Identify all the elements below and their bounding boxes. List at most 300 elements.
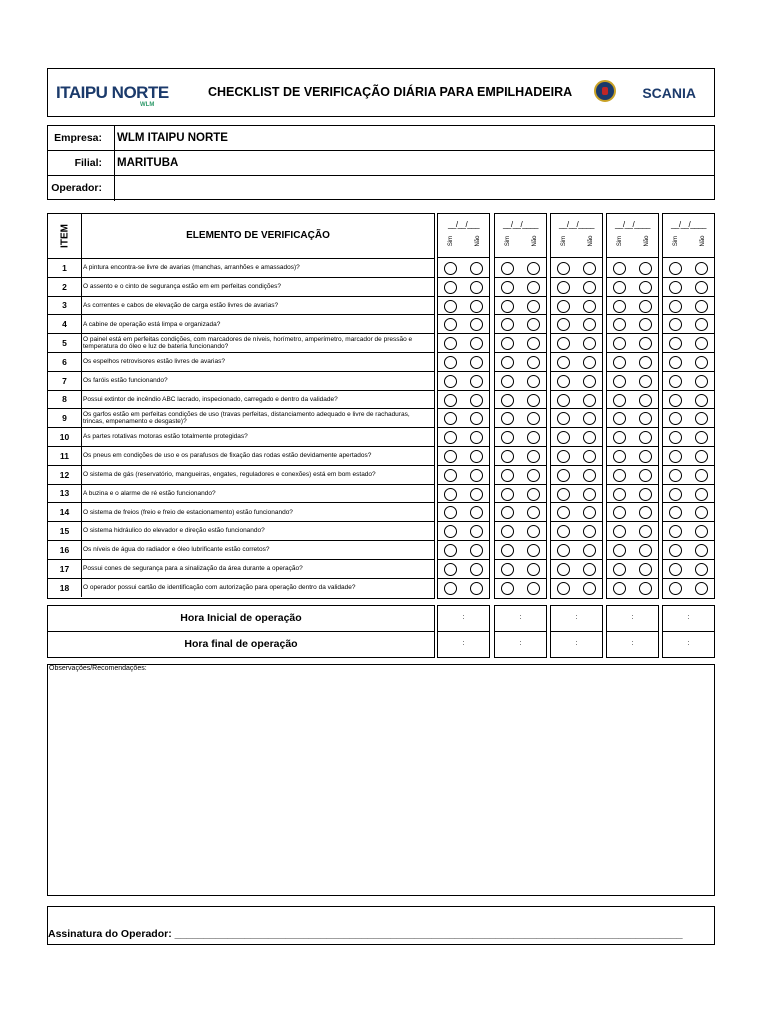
sim-radio[interactable] (444, 356, 457, 369)
nao-radio[interactable] (470, 450, 483, 463)
nao-radio[interactable] (695, 469, 708, 482)
nao-radio[interactable] (470, 506, 483, 519)
day-date[interactable]: __/__/____ (558, 220, 595, 229)
sim-radio[interactable] (444, 300, 457, 313)
start-hour-field[interactable]: : (607, 606, 658, 632)
nao-radio[interactable] (527, 469, 540, 482)
start-hour-field[interactable]: : (438, 606, 489, 632)
nao-radio[interactable] (583, 544, 596, 557)
check-cell (607, 409, 658, 428)
check-cell (663, 372, 714, 391)
sim-radio[interactable] (557, 375, 570, 388)
nao-radio[interactable] (583, 450, 596, 463)
sim-radio[interactable] (669, 469, 682, 482)
check-cell (663, 334, 714, 353)
nao-radio[interactable] (583, 431, 596, 444)
nao-radio[interactable] (470, 469, 483, 482)
sim-radio[interactable] (501, 375, 514, 388)
sim-radio[interactable] (613, 412, 626, 425)
check-cell (551, 522, 602, 541)
nao-radio[interactable] (583, 300, 596, 313)
item-text: O operador possui cartão de identificação com autorização para operação dentro da validade? (83, 584, 356, 592)
nao-radio[interactable] (583, 375, 596, 388)
check-cell (495, 466, 546, 485)
item-number: 13 (48, 485, 82, 503)
nao-radio[interactable] (695, 412, 708, 425)
item-number: 10 (48, 428, 82, 446)
day-date[interactable]: __/__/___ (447, 220, 480, 229)
sim-radio[interactable] (501, 356, 514, 369)
sim-radio[interactable] (557, 506, 570, 519)
nao-radio[interactable] (527, 412, 540, 425)
nao-radio[interactable] (695, 262, 708, 275)
item-text: A buzina e o alarme de ré estão funcionando? (83, 489, 216, 497)
check-cell (551, 315, 602, 334)
sim-radio[interactable] (557, 450, 570, 463)
nao-radio[interactable] (470, 281, 483, 294)
nao-radio[interactable] (527, 582, 540, 595)
hour-column (494, 605, 547, 658)
sim-radio[interactable] (501, 300, 514, 313)
item-number: 16 (48, 541, 82, 559)
sim-label: Sim (673, 235, 679, 247)
nao-radio[interactable] (639, 450, 652, 463)
nao-radio[interactable] (695, 582, 708, 595)
nao-radio[interactable] (470, 488, 483, 501)
sim-radio[interactable] (613, 375, 626, 388)
sim-radio[interactable] (501, 262, 514, 275)
table-row (48, 447, 434, 466)
sim-radio[interactable] (444, 262, 457, 275)
sim-radio[interactable] (613, 281, 626, 294)
sim-radio[interactable] (557, 488, 570, 501)
nao-radio[interactable] (470, 563, 483, 576)
check-cell (551, 259, 602, 278)
sim-radio[interactable] (501, 318, 514, 331)
nao-radio[interactable] (639, 300, 652, 313)
nao-radio[interactable] (527, 262, 540, 275)
sim-radio[interactable] (669, 582, 682, 595)
nao-radio[interactable] (527, 375, 540, 388)
nao-radio[interactable] (527, 544, 540, 557)
nao-radio[interactable] (639, 582, 652, 595)
day-header-divider (607, 257, 658, 258)
nao-radio[interactable] (639, 431, 652, 444)
sim-radio[interactable] (501, 563, 514, 576)
item-number: 18 (48, 579, 82, 598)
sim-radio[interactable] (557, 262, 570, 275)
sim-radio[interactable] (557, 318, 570, 331)
sim-radio[interactable] (501, 431, 514, 444)
nao-radio[interactable] (639, 375, 652, 388)
nao-radio[interactable] (527, 300, 540, 313)
item-text: As correntes e cabos de elevação de carga estão livres de avarias? (83, 301, 279, 309)
nao-radio[interactable] (583, 506, 596, 519)
nao-radio[interactable] (527, 394, 540, 407)
sim-radio[interactable] (613, 300, 626, 313)
sim-radio[interactable] (501, 582, 514, 595)
nao-radio[interactable] (527, 337, 540, 350)
table-row (48, 522, 434, 541)
sim-radio[interactable] (613, 431, 626, 444)
empresa-value[interactable]: WLM ITAIPU NORTE (117, 132, 228, 144)
table-row (48, 315, 434, 334)
nao-radio[interactable] (470, 412, 483, 425)
nao-radio[interactable] (695, 450, 708, 463)
nao-radio[interactable] (583, 281, 596, 294)
sim-radio[interactable] (613, 469, 626, 482)
sim-radio[interactable] (669, 525, 682, 538)
end-hour-field[interactable]: : (462, 640, 465, 647)
sim-radio[interactable] (669, 506, 682, 519)
check-cell (438, 485, 489, 504)
nao-radio[interactable] (583, 337, 596, 350)
sim-radio[interactable] (501, 488, 514, 501)
sim-radio[interactable] (444, 431, 457, 444)
nao-radio[interactable] (583, 394, 596, 407)
sim-radio[interactable] (669, 318, 682, 331)
sim-radio[interactable] (501, 337, 514, 350)
nao-radio[interactable] (470, 337, 483, 350)
end-hour-field[interactable]: : (575, 640, 578, 647)
nao-radio[interactable] (695, 375, 708, 388)
nao-radio[interactable] (639, 337, 652, 350)
check-cell (495, 503, 546, 522)
sim-radio[interactable] (613, 337, 626, 350)
nao-radio[interactable] (527, 525, 540, 538)
check-cell (438, 503, 489, 522)
sim-radio[interactable] (669, 563, 682, 576)
sim-radio[interactable] (613, 394, 626, 407)
check-cell (495, 353, 546, 372)
nao-radio[interactable] (583, 525, 596, 538)
sim-radio[interactable] (501, 525, 514, 538)
nao-radio[interactable] (583, 318, 596, 331)
sim-radio[interactable] (613, 563, 626, 576)
sim-radio[interactable] (613, 582, 626, 595)
hour-column (606, 605, 659, 658)
check-cell (495, 278, 546, 297)
sim-radio[interactable] (613, 506, 626, 519)
sim-radio[interactable] (501, 281, 514, 294)
sim-radio[interactable] (669, 337, 682, 350)
nao-radio[interactable] (527, 281, 540, 294)
nao-label: Não (700, 235, 706, 247)
check-cell (663, 409, 714, 428)
check-cell (663, 315, 714, 334)
check-cell (551, 560, 602, 579)
sim-radio[interactable] (557, 431, 570, 444)
sim-radio[interactable] (613, 356, 626, 369)
sim-radio[interactable] (557, 300, 570, 313)
nao-label: Não (532, 235, 538, 247)
item-number: 4 (48, 315, 82, 333)
check-cell (663, 353, 714, 372)
sim-radio[interactable] (501, 450, 514, 463)
nao-radio[interactable] (527, 506, 540, 519)
nao-radio[interactable] (470, 375, 483, 388)
filial-value[interactable]: MARITUBA (117, 157, 179, 169)
nao-radio[interactable] (527, 431, 540, 444)
nao-radio[interactable] (583, 412, 596, 425)
nao-radio[interactable] (639, 356, 652, 369)
end-hour-field[interactable]: : (519, 640, 522, 647)
document-title: CHECKLIST DE VERIFICAÇÃO DIÁRIA PARA EMPILHADEIRA (208, 85, 573, 99)
check-cell (607, 391, 658, 410)
day-column (662, 213, 715, 599)
check-cell (607, 278, 658, 297)
sim-radio[interactable] (613, 488, 626, 501)
sim-radio[interactable] (444, 488, 457, 501)
nao-radio[interactable] (695, 563, 708, 576)
end-hour-label: Hora final de operação (184, 638, 298, 650)
sim-radio[interactable] (557, 469, 570, 482)
nao-radio[interactable] (583, 488, 596, 501)
check-cell (551, 466, 602, 485)
item-number: 8 (48, 391, 82, 409)
check-cell (438, 447, 489, 466)
nao-radio[interactable] (695, 281, 708, 294)
sim-radio[interactable] (444, 412, 457, 425)
nao-radio[interactable] (695, 544, 708, 557)
sim-radio[interactable] (557, 394, 570, 407)
check-cell (438, 579, 489, 598)
check-cell (495, 315, 546, 334)
sim-radio[interactable] (501, 506, 514, 519)
nao-radio[interactable] (639, 506, 652, 519)
start-hour-field[interactable]: : (495, 606, 546, 632)
empresa-label: Empresa: (48, 126, 115, 150)
nao-radio[interactable] (470, 431, 483, 444)
sim-radio[interactable] (669, 375, 682, 388)
sim-radio[interactable] (613, 318, 626, 331)
nao-radio[interactable] (695, 525, 708, 538)
sim-radio[interactable] (501, 544, 514, 557)
sim-radio[interactable] (444, 544, 457, 557)
sim-radio[interactable] (501, 412, 514, 425)
day-header-divider (438, 257, 489, 258)
sim-radio[interactable] (557, 281, 570, 294)
sim-radio[interactable] (557, 412, 570, 425)
item-text: A pintura encontra-se livre de avarias (manchas, arranhões e amassados)? (83, 264, 300, 272)
sim-radio[interactable] (444, 281, 457, 294)
check-cell (607, 503, 658, 522)
nao-radio[interactable] (639, 318, 652, 331)
nao-radio[interactable] (527, 450, 540, 463)
nao-label: Não (475, 235, 481, 247)
sim-radio[interactable] (669, 356, 682, 369)
scania-logo: SCANIA (642, 85, 696, 101)
sim-label: Sim (617, 235, 623, 247)
table-row (48, 391, 434, 410)
check-cell (607, 353, 658, 372)
check-cell (607, 315, 658, 334)
sim-radio[interactable] (613, 544, 626, 557)
day-column (437, 213, 490, 599)
check-cell (607, 560, 658, 579)
nao-radio[interactable] (527, 563, 540, 576)
item-number: 14 (48, 503, 82, 521)
nao-radio[interactable] (695, 337, 708, 350)
nao-radio[interactable] (583, 582, 596, 595)
hour-column (662, 605, 715, 658)
sim-radio[interactable] (669, 281, 682, 294)
start-hour-field[interactable]: : (551, 606, 602, 632)
sim-radio[interactable] (669, 262, 682, 275)
sim-radio[interactable] (669, 412, 682, 425)
check-cell (438, 334, 489, 353)
observations-label: Observações/Recomendações: (49, 665, 147, 672)
sim-radio[interactable] (501, 394, 514, 407)
nao-radio[interactable] (527, 488, 540, 501)
item-number: 3 (48, 297, 82, 315)
sim-radio[interactable] (444, 394, 457, 407)
nao-radio[interactable] (639, 394, 652, 407)
check-cell (495, 372, 546, 391)
nao-radio[interactable] (639, 262, 652, 275)
sim-radio[interactable] (557, 582, 570, 595)
check-cell (438, 541, 489, 560)
sim-radio[interactable] (557, 525, 570, 538)
check-cell (551, 447, 602, 466)
nao-radio[interactable] (470, 300, 483, 313)
nao-radio[interactable] (470, 582, 483, 595)
sim-radio[interactable] (444, 563, 457, 576)
check-cell (551, 579, 602, 598)
day-date[interactable]: __/__/____ (614, 220, 651, 229)
sim-radio[interactable] (501, 469, 514, 482)
nao-radio[interactable] (583, 469, 596, 482)
sim-radio[interactable] (669, 431, 682, 444)
day-header-divider (551, 257, 602, 258)
check-cell (495, 447, 546, 466)
check-cell (551, 391, 602, 410)
sim-radio[interactable] (669, 300, 682, 313)
nao-radio[interactable] (639, 544, 652, 557)
nao-radio[interactable] (695, 431, 708, 444)
sim-radio[interactable] (669, 450, 682, 463)
sim-radio[interactable] (557, 544, 570, 557)
itaipu-norte-logo: ITAIPU NORTE (56, 83, 169, 102)
end-hour-field[interactable]: : (687, 640, 690, 647)
sim-radio[interactable] (444, 375, 457, 388)
nao-radio[interactable] (639, 469, 652, 482)
item-number: 9 (48, 409, 82, 427)
nao-radio[interactable] (695, 356, 708, 369)
sim-radio[interactable] (669, 488, 682, 501)
check-cell (663, 278, 714, 297)
item-text: O sistema hidráulico do elevador e direção estão funcionando? (83, 527, 265, 535)
check-cell (663, 447, 714, 466)
nao-radio[interactable] (695, 488, 708, 501)
hour-column (437, 605, 490, 658)
check-cell (607, 466, 658, 485)
nao-radio[interactable] (583, 356, 596, 369)
item-number: 6 (48, 353, 82, 371)
nao-radio[interactable] (695, 300, 708, 313)
nao-radio[interactable] (470, 262, 483, 275)
check-cell (551, 372, 602, 391)
sim-radio[interactable] (669, 544, 682, 557)
sim-radio[interactable] (444, 318, 457, 331)
check-cell (438, 278, 489, 297)
element-header: ELEMENTO DE VERIFICAÇÃO (186, 230, 330, 241)
day-header-divider (495, 257, 546, 258)
check-cell (495, 297, 546, 316)
nao-radio[interactable] (470, 318, 483, 331)
sim-radio[interactable] (444, 469, 457, 482)
item-text: Os pneus em condições de uso e os parafusos de fixação das rodas estão devidamente apertados? (83, 452, 372, 460)
sim-radio[interactable] (613, 525, 626, 538)
start-hour-field[interactable]: : (663, 606, 714, 632)
check-cell (438, 259, 489, 278)
nao-radio[interactable] (583, 563, 596, 576)
sim-radio[interactable] (444, 506, 457, 519)
check-cell (438, 353, 489, 372)
check-cell (495, 334, 546, 353)
nao-radio[interactable] (639, 563, 652, 576)
nao-radio[interactable] (527, 318, 540, 331)
nao-radio[interactable] (639, 412, 652, 425)
table-row (48, 560, 434, 579)
hours-table (47, 605, 435, 658)
observations-box[interactable] (47, 664, 715, 896)
check-cell (438, 315, 489, 334)
sim-radio[interactable] (444, 337, 457, 350)
sim-radio[interactable] (613, 262, 626, 275)
nao-radio[interactable] (639, 488, 652, 501)
signature-box[interactable] (47, 906, 715, 945)
nao-radio[interactable] (470, 356, 483, 369)
nao-radio[interactable] (470, 525, 483, 538)
check-cell (495, 541, 546, 560)
day-date[interactable]: __/__/____ (502, 220, 539, 229)
nao-radio[interactable] (470, 394, 483, 407)
item-number: 1 (48, 259, 82, 277)
day-date[interactable]: __/__/____ (670, 220, 707, 229)
check-cell (551, 278, 602, 297)
nao-radio[interactable] (639, 281, 652, 294)
nao-radio[interactable] (695, 318, 708, 331)
item-text: Os níveis de água do radiador e óleo lubrificante estão corretos? (83, 546, 270, 554)
end-hour-field[interactable]: : (631, 640, 634, 647)
wlm-sub-logo: WLM (140, 102, 155, 108)
sim-radio[interactable] (669, 394, 682, 407)
nao-radio[interactable] (639, 525, 652, 538)
check-cell (495, 409, 546, 428)
sim-radio[interactable] (613, 450, 626, 463)
check-cell (495, 259, 546, 278)
check-cell (495, 579, 546, 598)
sim-radio[interactable] (557, 337, 570, 350)
item-number: 7 (48, 372, 82, 390)
nao-radio[interactable] (695, 506, 708, 519)
check-cell (551, 409, 602, 428)
item-header (48, 214, 82, 258)
filial-label: Filial: (48, 151, 115, 175)
sim-radio[interactable] (444, 582, 457, 595)
nao-radio[interactable] (695, 394, 708, 407)
nao-radio[interactable] (527, 356, 540, 369)
sim-radio[interactable] (557, 356, 570, 369)
info-row-empresa (48, 126, 714, 151)
nao-radio[interactable] (583, 262, 596, 275)
check-cell (438, 560, 489, 579)
sim-radio[interactable] (444, 525, 457, 538)
sim-radio[interactable] (444, 450, 457, 463)
sim-radio[interactable] (557, 563, 570, 576)
nao-radio[interactable] (470, 544, 483, 557)
